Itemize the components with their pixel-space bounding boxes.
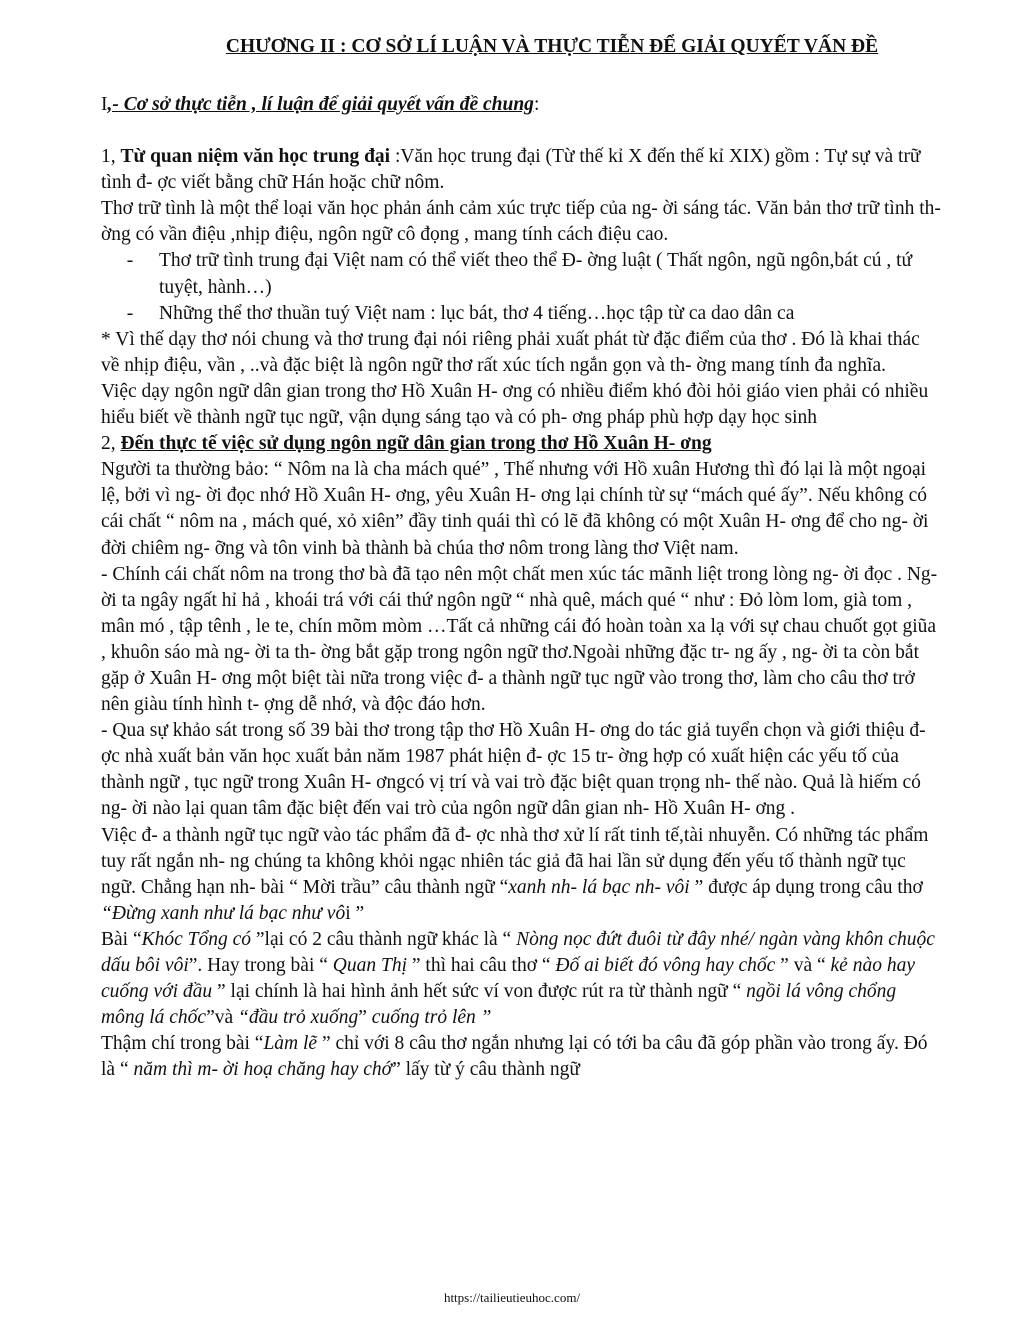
item-1-number: 1,: [101, 146, 121, 168]
dash-item-text: Những thể thơ thuần tuý Việt nam : lục bát, thơ 4 tiếng…học tập từ ca dao dân ca: [159, 302, 795, 324]
paragraph-survey: - Qua sự khảo sát trong số 39 bài thơ trong tập thơ Hồ Xuân H- ơng do tác giả tuyển chọn và giới thiệu đ- ợc nhà xuất bản văn học xuất bản năm 1987 phát hiện đ- ợc 15 tr- ờng hợp có xuất hiện các yếu tố của thành ngữ , tục ngữ trong Xuân H- ơngcó vị trí và vai trò đặc biệt quan trọng nh- thế nào. Quả là hiếm có ng- ời nào lại quan tâm đặc biệt đến vai trò của ngôn ngữ dân gian nh- Hồ Xuân H- ơng .: [101, 720, 926, 820]
paragraph-idiom-usage: [101, 823, 941, 927]
text-run: ”. Hay trong bài “: [188, 955, 333, 976]
section-1-heading: [101, 92, 941, 118]
italic-run: kẻ nào hay cuống với đầu: [101, 955, 915, 1003]
paragraph-lyric-poetry: Thơ trữ tình là một thể loại văn học phản ánh cảm xúc trực tiếp của ng- ời sáng tác. Văn bản thơ trữ tình th- ờng có vần điệu ,nhịp điệu, ngôn ngữ cô đọng , mang tính cách điệu cao.: [101, 198, 941, 246]
text-run: ”và: [206, 1007, 238, 1029]
item-1-heading: Từ quan niệm văn học trung đại: [120, 146, 391, 168]
text-run: ”lại có 2 câu thành ngữ khác là “: [251, 928, 517, 950]
italic-run: năm thì m- ời hoạ chăng hay chớ: [133, 1059, 393, 1081]
text-run: ” và “: [780, 955, 831, 976]
italic-run: xanh nh- lá bạc nh- vôi: [508, 876, 690, 898]
italic-run: Quan Thị: [332, 955, 408, 976]
item-2-heading: Đến thực tế việc sử dụng ngôn ngữ dân gian trong thơ Hồ Xuân H- ơng: [120, 433, 712, 455]
paragraph-nom-na: Người ta thường bảo: “ Nôm na là cha mách qué” , Thế nhưng với Hồ xuân Hương thì đó lại là một ngoại lệ, bởi vì ng- ời đọc nhớ Hồ Xuân H- ơng, yêu Xuân H- ơng lại chính từ sự “mách qué ấy”. Nếu không có cái chất “ nôm na , mách qué, xỏ xiên” đầy tinh quái thì có lẽ đã không có một Xuân H- ơng để cho ng- ời đời chiêm ng- ỡng và tôn vinh bà thành bà chúa thơ nôm trong làng thơ Việt nam.: [101, 459, 929, 559]
paragraph-vulgar-quality: - Chính cái chất nôm na trong thơ bà đã tạo nên một chất men xúc tác mãnh liệt trong lòng ng- ời đọc . Ng- ời ta ngây ngất hỉ hả , khoái trá với cái thứ ngôn ngữ “ nhà quê, mách qué “ như : Đỏ lòm lom, già tom , mân mó , tập tênh , le te, chín mõm mòm …Tất cả những cái đó hoàn toàn xa lạ với sự chau chuốt gọt giũa , khuôn sáo mà ng- ời ta th- ờng bắt gặp trong ngôn ngữ thơ.Ngoài những đặc tr- ng ấy , ng- ời ta còn bắt gặp ở Xuân H- ơng một biệt tài nữa trong việc đ- a thành ngữ tục ngữ vào trong thơ, làm cho câu thơ trở nên giàu tính hình t- ợng dễ nhớ, và độc đáo hơn.: [101, 563, 938, 716]
italic-run: Làm lẽ: [263, 1033, 322, 1055]
dash-marker: -: [126, 250, 134, 272]
text-run: i ”: [345, 902, 365, 924]
document-body: [101, 92, 941, 1083]
paragraph-poem-examples: [101, 927, 941, 1031]
item-2-heading-line: [101, 431, 941, 457]
spacer: [101, 118, 941, 144]
section-number: I: [101, 94, 108, 115]
text-run: ” được áp dụng trong câu thơ: [689, 876, 923, 898]
text-run: Việc đ- a thành ngữ tục ngữ vào tác phẩm đã đ- ợc nhà thơ xử lí rất tinh tế,tài nhuyễn. Có những tác phẩm tuy rất ngắn nh- ng chúng ta không khỏi ngạc nhiên tác giả đã hai lần sử dụng đến yếu tố thành ngữ tục ngữ. Chẳng hạn nh- bài “ Mời trầu” câu thành ngữ “: [101, 824, 929, 898]
paragraph-lam-le: [101, 1031, 941, 1083]
text-run: Bài “: [101, 928, 142, 950]
paragraph-teaching-poetry: * Vì thế dạy thơ nói chung và thơ trung đại nói riêng phải xuất phát từ đặc điểm của thơ . Đó là khai thác về nhịp điệu, vần , ..và đặc biệt là ngôn ngữ thơ rất xúc tích ngắn gọn và th- ờng mang tính đa nghĩa.: [101, 328, 920, 376]
text-run: ” thì hai câu thơ “: [407, 955, 556, 976]
section-heading-text: ,- Cơ sở thực tiễn , lí luận để giải quyết vấn đề chung: [107, 94, 534, 115]
item-1-paragraph: [101, 144, 941, 196]
italic-run: “đầu trỏ xuống: [238, 1007, 359, 1029]
text-run: ” chỉ với 8 câu thơ ngắn nhưng lại có tới ba câu đã góp phần vào trong ấy. Đó là “: [101, 1033, 928, 1081]
section-colon: :: [533, 94, 540, 115]
text-run: Thậm chí trong bài “: [101, 1033, 264, 1055]
text-run: ” lại chính là hai hình ảnh hết sức ví von được rút ra từ thành ngữ “: [212, 981, 747, 1003]
text-run: ” lấy từ ý câu thành ngữ: [392, 1059, 580, 1081]
dash-item-2: [101, 301, 941, 327]
text-run: ”: [358, 1007, 372, 1029]
chapter-title: CHƯƠNG II : CƠ SỞ LÍ LUẬN VÀ THỰC TIỄN ĐỂ GIẢI QUYẾT VẤN ĐỀ: [225, 36, 879, 57]
italic-run: Nòng nọc đứt đuôi từ đây nhé/ ngàn vàng khôn chuộc dấu bôi vôi: [101, 928, 935, 976]
dash-item-1: [101, 248, 941, 300]
item-2-number: 2,: [101, 433, 121, 455]
italic-run: cuống trỏ lên ”: [371, 1007, 492, 1029]
italic-run: ngồi lá vông chổng mông lá chốc: [101, 981, 897, 1029]
paragraph-folk-language: Việc dạy ngôn ngữ dân gian trong thơ Hồ Xuân H- ơng có nhiều điểm khó đòi hỏi giáo vien phải có nhiều hiểu biết về thành ngữ tục ngữ, vận dụng sáng tạo và có ph- ơng pháp phù hợp dạy học sinh: [101, 380, 929, 429]
italic-run: Đố ai biết đó vông hay chốc: [555, 955, 781, 976]
italic-run: “Đừng xanh như lá bạc như vô: [101, 902, 346, 924]
item-1-text: :Văn học trung đại (Từ thế kỉ X đến thế kỉ XIX) gồm : Tự sự và trữ tình đ- ợc viết bằng chữ Hán hoặc chữ nôm.: [101, 146, 921, 194]
dash-marker: -: [126, 302, 134, 324]
dash-item-text: Thơ trữ tình trung đại Việt nam có thể viết theo thể Đ- ờng luật ( Thất ngôn, ngũ ngôn,bát cú , tứ tuyệt, hành…): [159, 250, 913, 298]
italic-run: Khóc Tổng có: [141, 928, 252, 950]
footer-url: https://tailieutieuhoc.com/: [443, 1290, 581, 1305]
